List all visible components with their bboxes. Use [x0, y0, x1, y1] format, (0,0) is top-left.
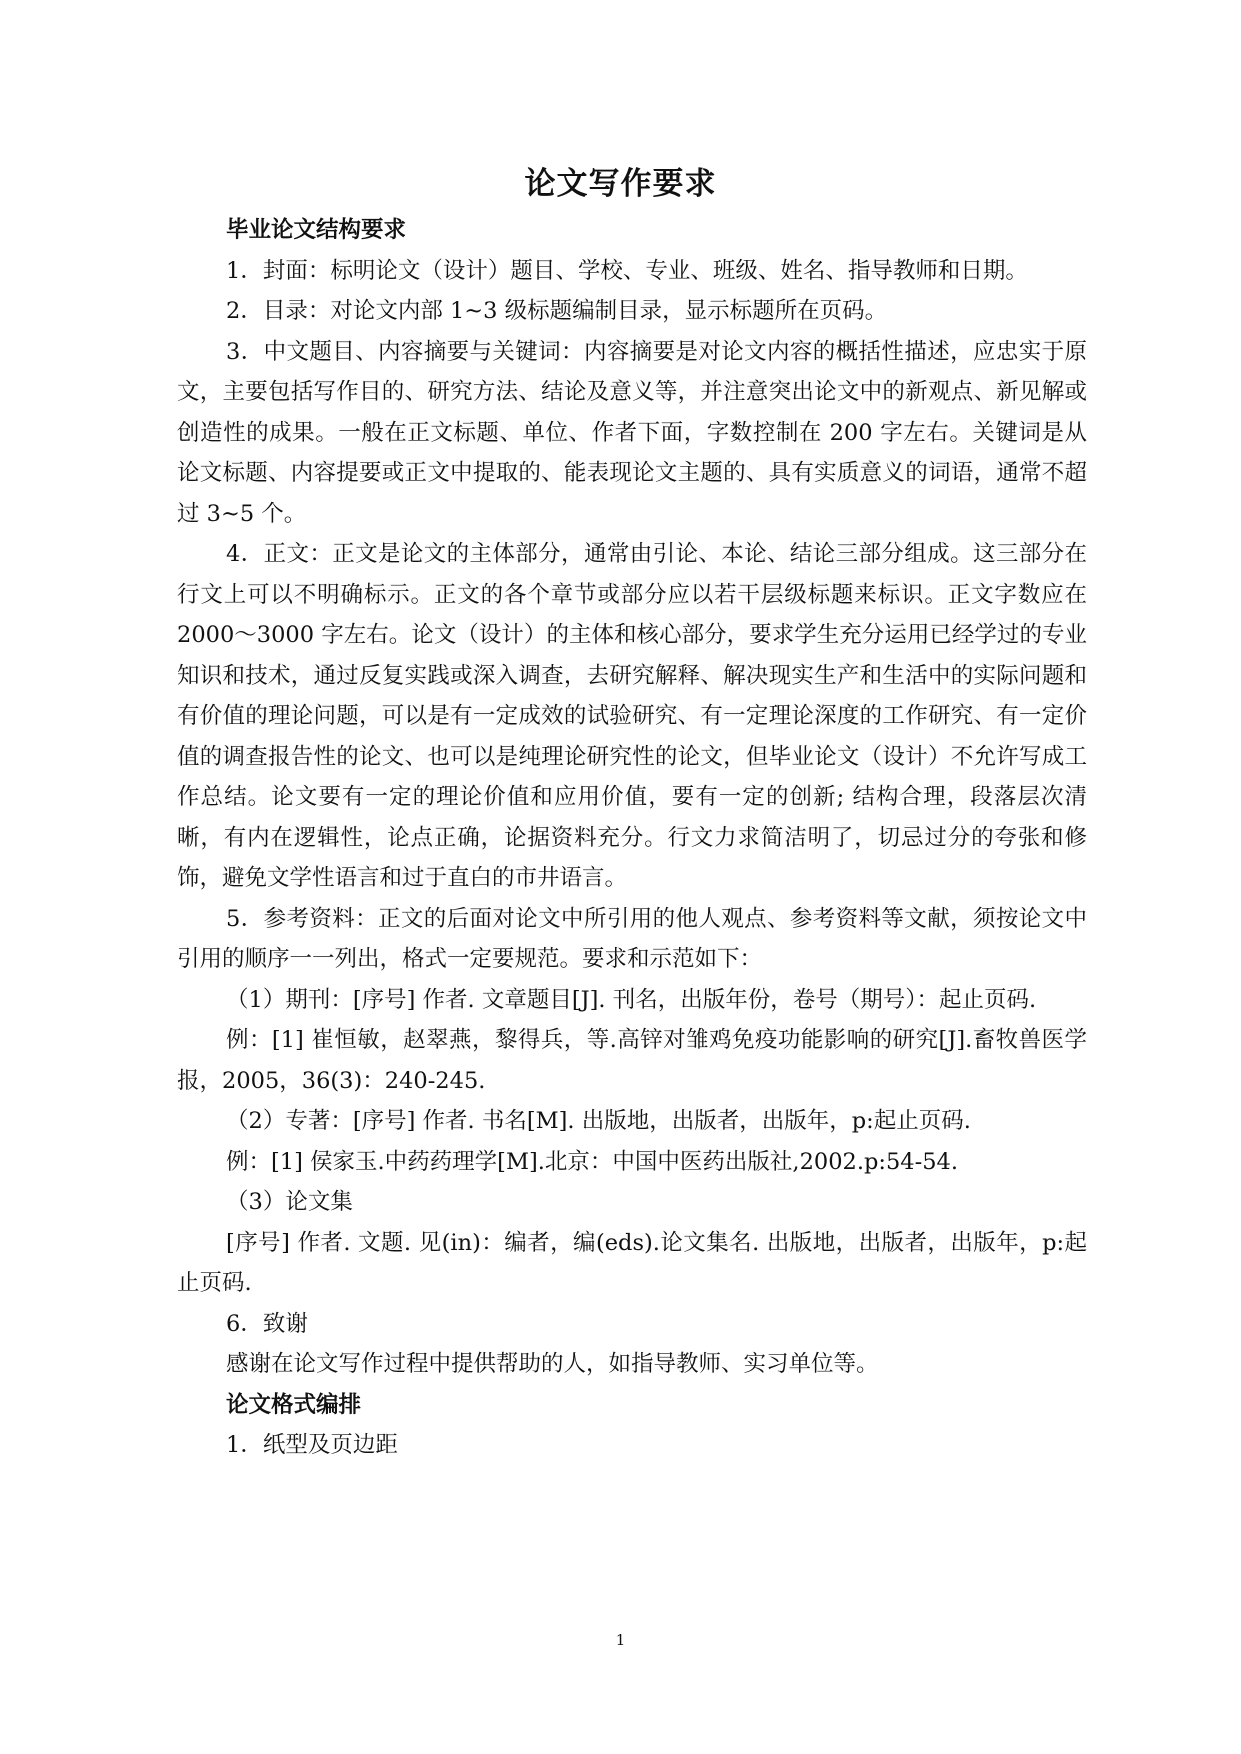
section-heading-format: 论文格式编排 [226, 1391, 362, 1418]
paragraph-references: 5．参考资料：正文的后面对论文中所引用的他人观点、参考资料等文献，须按论文中引用的顺序一一列出，格式一定要规范。要求和示范如下： [177, 905, 1087, 972]
paragraph-main-text: 4．正文：正文是论文的主体部分，通常由引论、本论、结论三部分组成。这三部分在行文上可以不明确标示。正文的各个章节或部分应以若干层级标题来标识。正文字数应在 2000～3000 字左右。论文（设计）的主体和核心部分，要求学生充分运用已经学过的专业知识和技术，通过反复实践或深入调查，去研究解释、解决现实生产和生活中的实际问题和有价值的理论问题，可以是有一定成效的试验研究、有一定理论深度的工作研究、有一定价值的调查报告性的论文、也可以是纯理论研究性的论文，但毕业论文（设计）不允许写成工作总结。论文要有一定的理论价值和应用价值，要有一定的创新; 结构合理，段落层次清晰，有内在逻辑性，论点正确，论据资料充分。行文力求简洁明了，切忌过分的夸张和修饰，避免文学性语言和过于直白的市井语言。 [177, 541, 1088, 891]
document-body [177, 210, 1087, 1466]
paragraph-cover: 1．封面：标明论文（设计）题目、学校、专业、班级、姓名、指导教师和日期。 [226, 257, 1028, 284]
section-heading-structure: 毕业论文结构要求 [226, 217, 407, 243]
page-number: 1 [615, 1631, 626, 1649]
document-title: 论文写作要求 [524, 166, 717, 202]
paragraph-monograph-format: （2）专著：[序号] 作者. 书名[M]. 出版地，出版者，出版年，p:起止页码. [226, 1108, 971, 1134]
paragraph-journal-format: （1）期刊：[序号] 作者. 文章题目[J]. 刊名，出版年份，卷号（期号）：起止页码. [226, 986, 1037, 1013]
paragraph-paper-margins: 1．纸型及页边距 [226, 1432, 398, 1458]
paragraph-abstract-keywords: 3．中文题目、内容摘要与关键词：内容摘要是对论文内容的概括性描述，应忠实于原文，主要包括写作目的、研究方法、结论及意义等，并注意突出论文中的新观点、新见解或创造性的成果。一般在正文标题、单位、作者下面，字数控制在 200 字左右。关键词是从论文标题、内容提要或正文中提取的、能表现论文主题的、具有实质意义的词语，通常不超过 3~5 个。 [177, 338, 1087, 527]
paragraph-monograph-example: 例：[1] 侯家玉.中药药理学[M].北京：中国中医药出版社,2002.p:54-54. [226, 1148, 958, 1175]
paragraph-contents: 2．目录：对论文内部 1~3 级标题编制目录，显示标题所在页码。 [226, 298, 888, 324]
paragraph-proceedings-format: [序号] 作者. 文题. 见(in)：编者，编(eds).论文集名. 出版地，出版者，出版年，p:起止页码. [177, 1229, 1087, 1296]
paragraph-acknowledgement-label: 6．致谢 [226, 1310, 308, 1337]
paragraph-acknowledgement-text: 感谢在论文写作过程中提供帮助的人，如指导教师、实习单位等。 [226, 1351, 879, 1377]
paragraph-proceedings-label: （3）论文集 [226, 1189, 353, 1215]
paragraph-journal-example: 例：[1] 崔恒敏，赵翠燕，黎得兵，等.高锌对雏鸡免疫功能影响的研究[J].畜牧兽医学报，2005，36(3)：240-245. [177, 1027, 1087, 1094]
